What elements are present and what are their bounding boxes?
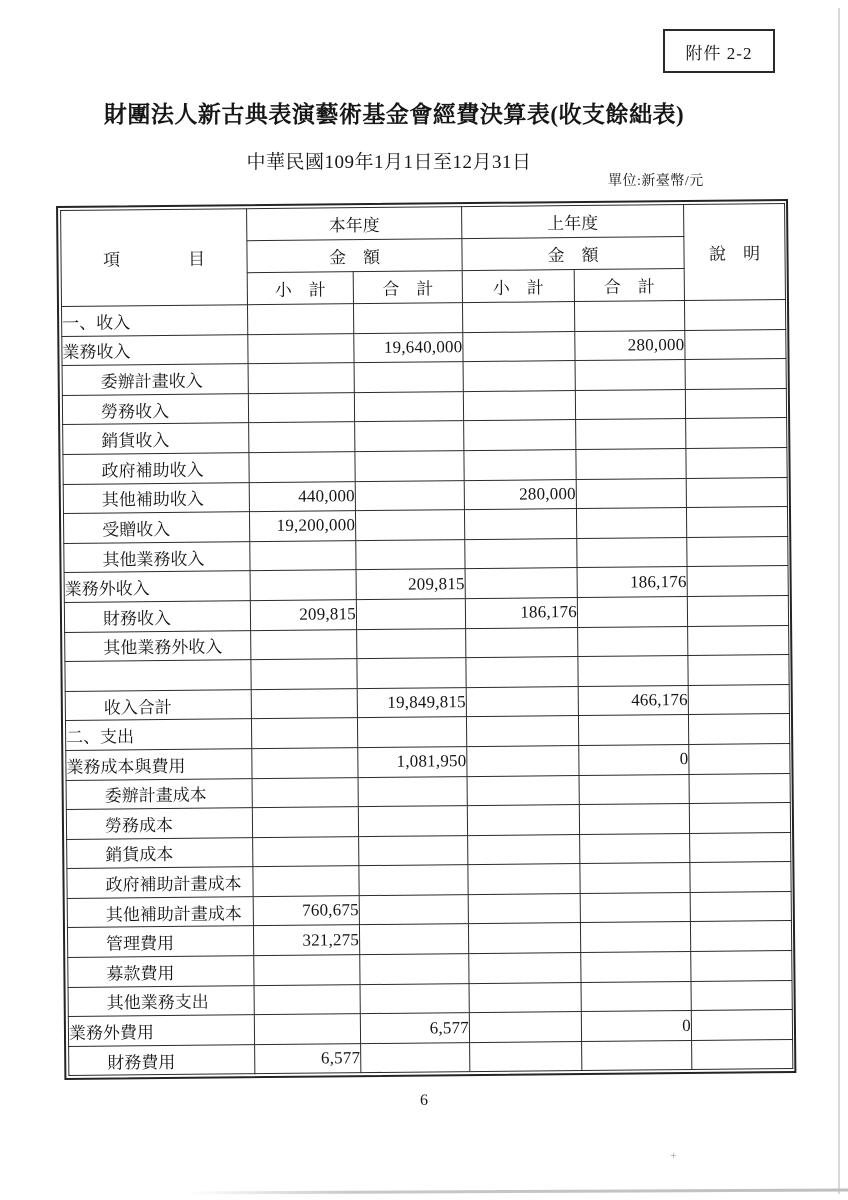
cell-py-total — [580, 892, 690, 923]
cell-py-subtotal — [464, 450, 576, 481]
cell-py-subtotal — [466, 627, 578, 658]
cell-py-total — [579, 804, 689, 835]
cell-remarks — [689, 773, 790, 804]
cell-cy-total: 209,815 — [356, 569, 465, 600]
row-label: 其他補助收入 — [63, 482, 249, 513]
header-subtotal-current: 小 計 — [247, 272, 353, 305]
cell-cy-subtotal — [248, 363, 354, 394]
cell-cy-subtotal — [247, 304, 353, 335]
cell-py-subtotal — [469, 953, 581, 984]
header-prior-year: 上年度 — [462, 205, 684, 239]
cell-py-total — [581, 981, 691, 1012]
cell-cy-total — [361, 1042, 470, 1073]
cell-cy-total — [360, 954, 469, 985]
cell-py-subtotal — [467, 805, 579, 836]
cell-cy-total — [356, 539, 465, 570]
row-label: 業務成本與費用 — [66, 749, 252, 780]
row-label: 財務收入 — [64, 601, 250, 632]
row-label: 其他業務外收入 — [65, 630, 251, 661]
cell-py-total: 0 — [579, 744, 689, 775]
cell-py-subtotal — [468, 834, 580, 865]
cell-remarks — [685, 388, 786, 419]
cell-cy-subtotal: 760,675 — [253, 896, 359, 927]
cell-remarks — [685, 359, 786, 390]
currency-unit-note: 單位:新臺幣/元 — [608, 174, 704, 189]
cell-remarks — [691, 1010, 792, 1041]
cell-py-total — [578, 656, 688, 687]
cell-py-subtotal: 280,000 — [464, 479, 576, 510]
cell-cy-subtotal — [251, 718, 357, 749]
row-label — [65, 660, 251, 691]
cell-cy-total — [354, 362, 463, 393]
cell-cy-total — [355, 510, 464, 541]
cell-cy-subtotal — [252, 807, 358, 838]
cell-py-subtotal — [466, 686, 578, 717]
cell-py-total — [578, 715, 688, 746]
cell-cy-subtotal — [254, 1014, 360, 1045]
cell-cy-subtotal — [248, 333, 354, 364]
cell-cy-subtotal — [249, 422, 355, 453]
cell-cy-subtotal — [254, 984, 360, 1015]
cell-py-total: 280,000 — [575, 330, 685, 361]
row-label: 政府補助收入 — [63, 453, 249, 484]
row-label: 其他業務支出 — [68, 985, 254, 1016]
cell-cy-subtotal: 209,815 — [250, 600, 356, 631]
cell-py-total — [580, 833, 690, 864]
scan-artifact-plus-mark: + — [670, 1148, 677, 1162]
cell-py-subtotal: 186,176 — [465, 597, 577, 628]
cell-cy-subtotal — [253, 836, 359, 867]
row-label: 受贈收入 — [63, 512, 249, 543]
row-label: 財務費用 — [69, 1045, 255, 1076]
row-label: 收入合計 — [65, 689, 251, 720]
cell-remarks — [688, 714, 789, 745]
cell-cy-total — [359, 924, 468, 955]
cell-py-subtotal — [465, 568, 577, 599]
cell-cy-subtotal: 6,577 — [255, 1043, 361, 1074]
row-label: 其他業務收入 — [64, 541, 250, 572]
attachment-label-box — [663, 29, 775, 73]
cell-py-subtotal — [467, 745, 579, 776]
cell-py-subtotal — [465, 538, 577, 569]
cell-cy-subtotal: 440,000 — [249, 481, 355, 512]
row-label: 業務外收入 — [64, 571, 250, 602]
cell-remarks — [684, 300, 785, 331]
cell-cy-subtotal: 19,200,000 — [249, 511, 355, 542]
cell-cy-total — [356, 599, 465, 630]
cell-cy-total: 19,640,000 — [354, 332, 463, 363]
cell-remarks — [687, 566, 788, 597]
cell-remarks — [690, 891, 791, 922]
cell-py-total — [582, 1040, 692, 1071]
header-amount-current: 金 額 — [247, 239, 462, 273]
cell-py-total: 466,176 — [578, 685, 688, 716]
cell-remarks — [690, 862, 791, 893]
cell-remarks — [686, 418, 787, 449]
cell-remarks — [688, 684, 789, 715]
cell-remarks — [688, 625, 789, 656]
cell-py-subtotal — [468, 923, 580, 954]
cell-remarks — [685, 329, 786, 360]
row-label: 政府補助計畫成本 — [67, 867, 253, 898]
cell-cy-subtotal — [248, 392, 354, 423]
cell-py-total — [580, 922, 690, 953]
cell-py-subtotal — [469, 982, 581, 1013]
cell-cy-total — [357, 658, 466, 689]
cell-py-subtotal — [466, 657, 578, 688]
cell-py-subtotal — [466, 716, 578, 747]
header-total-prior: 合 計 — [574, 268, 684, 301]
cell-py-subtotal — [468, 893, 580, 924]
header-amount-prior: 金 額 — [462, 237, 684, 271]
page-number: 6 — [420, 1092, 428, 1109]
cell-cy-total — [359, 835, 468, 866]
scan-artifact-bottom-line — [186, 1189, 848, 1195]
row-label: 一、收入 — [61, 305, 247, 336]
row-label: 業務外費用 — [68, 1015, 254, 1046]
cell-py-subtotal — [463, 390, 575, 421]
cell-py-subtotal — [470, 1041, 582, 1072]
cell-py-total — [577, 537, 687, 568]
header-subtotal-prior: 小 計 — [462, 270, 574, 303]
cell-remarks — [687, 536, 788, 567]
table-row — [69, 1039, 793, 1076]
cell-cy-total — [353, 303, 462, 334]
cell-py-total: 186,176 — [577, 567, 687, 598]
cell-cy-total — [355, 451, 464, 482]
cell-cy-subtotal — [252, 777, 358, 808]
cell-py-total — [576, 448, 686, 479]
cell-py-subtotal — [464, 420, 576, 451]
report-period: 中華民國109年1月1日至12月31日 — [246, 152, 532, 173]
cell-remarks — [691, 951, 792, 982]
cell-remarks — [687, 595, 788, 626]
cell-cy-total: 6,577 — [360, 1013, 469, 1044]
cell-remarks — [690, 921, 791, 952]
cell-cy-total — [355, 480, 464, 511]
cell-py-subtotal — [464, 509, 576, 540]
cell-cy-total — [359, 865, 468, 896]
cell-py-total — [579, 774, 689, 805]
cell-cy-total — [357, 628, 466, 659]
cell-py-subtotal — [462, 302, 574, 333]
table-body — [61, 300, 792, 1076]
cell-cy-subtotal — [251, 629, 357, 660]
cell-remarks — [688, 655, 789, 686]
cell-py-total: 0 — [581, 1011, 691, 1042]
cell-cy-total — [360, 983, 469, 1014]
cell-cy-total: 19,849,815 — [357, 687, 466, 718]
header-remarks: 說 明 — [684, 204, 786, 301]
cell-py-total — [576, 419, 686, 450]
row-label: 委辦計畫成本 — [66, 778, 252, 809]
row-label: 募款費用 — [68, 956, 254, 987]
scan-artifact-vertical-line — [838, 8, 840, 1194]
cell-remarks — [691, 980, 792, 1011]
cell-cy-total: 1,081,950 — [358, 747, 467, 778]
header-total-current: 合 計 — [353, 271, 462, 304]
table-header — [61, 204, 786, 307]
row-label: 管理費用 — [67, 926, 253, 957]
cell-cy-subtotal: 321,275 — [253, 925, 359, 956]
row-label: 委辦計畫收入 — [62, 364, 248, 395]
cell-cy-total — [359, 894, 468, 925]
cell-cy-total — [355, 421, 464, 452]
cell-py-total — [574, 300, 684, 331]
cell-remarks — [692, 1039, 793, 1070]
cell-remarks — [690, 832, 791, 863]
cell-cy-subtotal — [250, 540, 356, 571]
cell-py-total — [581, 952, 691, 983]
cell-py-total — [577, 596, 687, 627]
row-label: 其他補助計畫成本 — [67, 897, 253, 928]
cell-cy-subtotal — [253, 866, 359, 897]
cell-remarks — [689, 803, 790, 834]
cell-cy-total — [358, 806, 467, 837]
cell-remarks — [689, 743, 790, 774]
cell-cy-total — [357, 717, 466, 748]
cell-remarks — [686, 477, 787, 508]
cell-py-total — [576, 478, 686, 509]
attachment-label: 附件 2-2 — [685, 43, 753, 63]
cell-cy-subtotal — [250, 570, 356, 601]
page-title: 財團法人新古典表演藝術基金會經費決算表(收支餘絀表) — [103, 102, 685, 127]
cell-py-subtotal — [467, 775, 579, 806]
cell-remarks — [686, 507, 787, 538]
cell-py-total — [578, 626, 688, 657]
cell-cy-total — [354, 391, 463, 422]
cell-py-total — [576, 508, 686, 539]
row-label: 勞務成本 — [66, 808, 252, 839]
cell-py-subtotal — [469, 1012, 581, 1043]
cell-cy-subtotal — [254, 955, 360, 986]
cell-py-total — [575, 360, 685, 391]
row-label: 勞務收入 — [62, 393, 248, 424]
cell-py-subtotal — [463, 361, 575, 392]
cell-cy-subtotal — [252, 748, 358, 779]
row-label: 二、支出 — [65, 719, 251, 750]
cell-cy-subtotal — [249, 452, 355, 483]
row-label: 業務收入 — [62, 334, 248, 365]
row-label: 銷貨成本 — [67, 837, 253, 868]
budget-table — [60, 203, 793, 1076]
cell-cy-subtotal — [251, 659, 357, 690]
header-current-year: 本年度 — [247, 207, 462, 241]
budget-table-container — [56, 199, 796, 1080]
cell-cy-subtotal — [251, 688, 357, 719]
cell-remarks — [686, 447, 787, 478]
cell-py-subtotal — [463, 331, 575, 362]
cell-py-total — [580, 863, 690, 894]
cell-py-total — [575, 389, 685, 420]
header-item: 項 目 — [61, 209, 248, 307]
cell-py-subtotal — [468, 864, 580, 895]
cell-cy-total — [358, 776, 467, 807]
row-label: 銷貨收入 — [63, 423, 249, 454]
